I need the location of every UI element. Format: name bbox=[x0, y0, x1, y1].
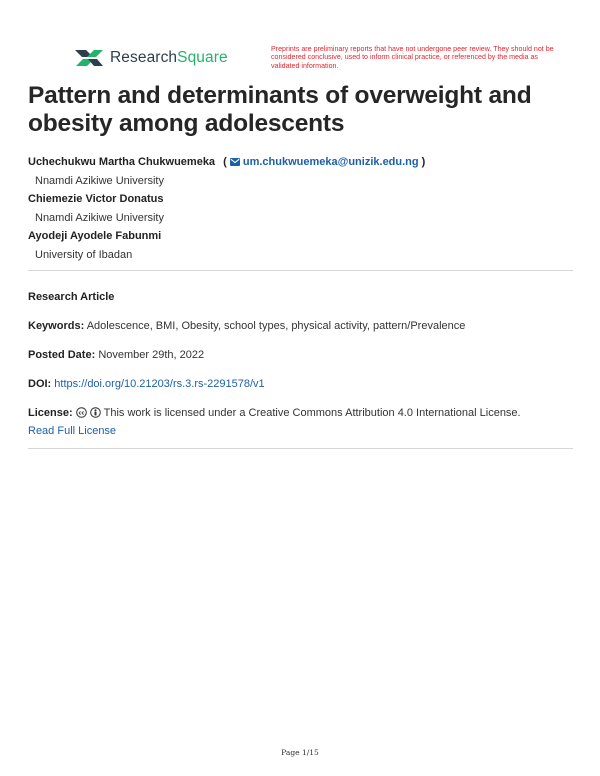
posted-date-row bbox=[28, 347, 578, 363]
research-square-logo[interactable] bbox=[74, 47, 228, 69]
article-title: Pattern and determinants of overweight and obesity among adolescents bbox=[28, 82, 532, 137]
mail-icon bbox=[230, 154, 240, 173]
svg-text:cc: cc bbox=[78, 410, 85, 417]
logo-text-primary: Research bbox=[110, 49, 178, 66]
article-type-label: Research Article bbox=[28, 291, 115, 303]
author-name bbox=[28, 153, 425, 172]
posted-date-value: November 29th, 2022 bbox=[98, 349, 205, 361]
author-3-affiliation: University of Ibadan bbox=[35, 248, 133, 261]
author-list bbox=[28, 153, 425, 264]
author-2-name: Chiemezie Victor Donatus bbox=[28, 193, 164, 205]
author-1-name: Uchechukwu Martha Chukwuemeka bbox=[28, 156, 216, 168]
read-full-license-link[interactable]: Read Full License bbox=[28, 425, 117, 437]
divider-bottom bbox=[28, 448, 573, 449]
research-square-logo-icon bbox=[74, 47, 104, 69]
logo-wordmark bbox=[110, 49, 228, 67]
author-3-name: Ayodeji Ayodele Fabunmi bbox=[28, 230, 162, 242]
license-text: This work is licensed under a Creative Commons Attribution 4.0 International License. bbox=[103, 407, 521, 419]
author-1-affiliation: Nnamdi Azikiwe University bbox=[35, 174, 164, 187]
article-type bbox=[28, 289, 578, 305]
page-number: Page 1/15 bbox=[281, 748, 319, 757]
license-label: License: bbox=[28, 407, 73, 419]
author-email-link[interactable]: um.chukwuemeka@unizik.edu.ng bbox=[242, 156, 419, 168]
attribution-icon bbox=[90, 407, 101, 423]
doi-link[interactable]: https://doi.org/10.21203/rs.3.rs-2291578/v1 bbox=[54, 378, 265, 390]
license-row bbox=[28, 405, 578, 439]
preprint-disclaimer: Preprints are preliminary reports that have not undergone peer review. They should not be considered conclusive, used to inform clinical practice, or referenced by the media as validated information. bbox=[271, 45, 554, 70]
keywords-value: Adolescence, BMI, Obesity, school types, physical activity, pattern/Prevalence bbox=[86, 320, 466, 332]
keywords-label: Keywords: bbox=[28, 320, 85, 332]
keywords-row bbox=[28, 318, 578, 334]
cc-icon bbox=[76, 407, 87, 423]
author-2-affiliation: Nnamdi Azikiwe University bbox=[35, 211, 164, 224]
doi-row bbox=[28, 376, 578, 392]
posted-date-label: Posted Date: bbox=[28, 349, 96, 361]
logo-text-accent: Square bbox=[177, 49, 228, 66]
divider-top bbox=[28, 270, 573, 271]
author-email: ( um.chukwuemeka@unizik.edu.ng ) bbox=[223, 156, 425, 168]
doi-label: DOI: bbox=[28, 378, 52, 390]
